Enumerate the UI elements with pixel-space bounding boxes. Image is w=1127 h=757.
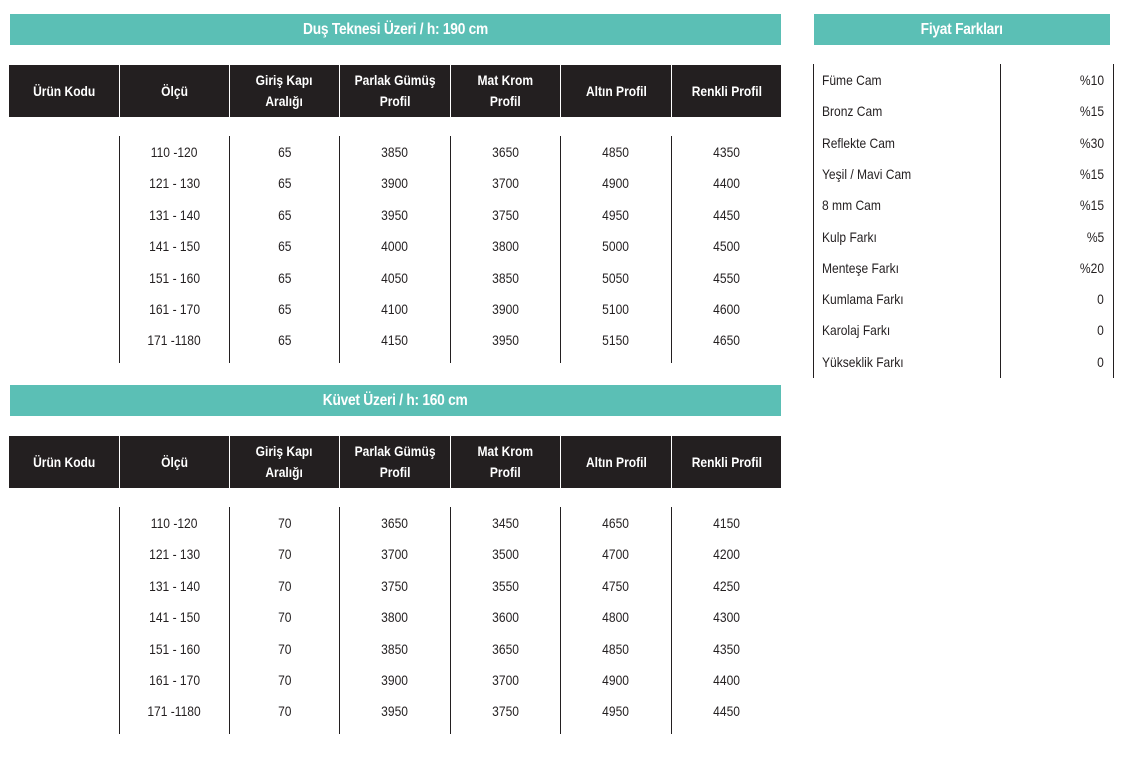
column-size: [119, 507, 229, 734]
cell-value: 3900: [381, 671, 409, 688]
column-size: [119, 136, 229, 363]
price-difference-row: [814, 197, 1113, 217]
table-cell: [561, 237, 671, 268]
cell-value: 4050: [381, 269, 409, 286]
column-matte-chrome-profile: [450, 136, 560, 363]
cell-value: 4100: [381, 300, 409, 317]
table-cell: [340, 702, 450, 733]
table-cell: [120, 206, 229, 237]
price-differences-title-text: Fiyat Farkları: [920, 20, 1004, 38]
table-cell: [561, 702, 671, 733]
column-header-colored-profile: [671, 436, 781, 488]
column-header-matte-chrome-profile: [450, 436, 560, 488]
table-cell: [561, 577, 671, 608]
cell-value: 3650: [492, 144, 519, 160]
table-cell: [230, 206, 339, 237]
column-header-colored-profile: [671, 65, 781, 117]
table-cell: [340, 577, 450, 608]
table-body: [9, 507, 781, 734]
table-cell: [9, 143, 119, 174]
table-cell: [120, 608, 229, 639]
column-header-size: [119, 65, 229, 117]
cell-value: 3500: [492, 546, 519, 563]
column-header-label: Renkli Profil: [691, 453, 762, 470]
column-glossy-silver-profile: [339, 136, 450, 363]
table-cell: [9, 331, 119, 362]
table-cell: [230, 331, 339, 362]
price-difference-row: [814, 229, 1113, 249]
table-cell: [120, 300, 229, 331]
table-cell: [451, 608, 560, 639]
column-header-label: Mat Krom Profil: [477, 72, 534, 109]
table-cell: [120, 331, 229, 362]
cell-value: 4400: [713, 671, 740, 688]
cell-value: 4450: [713, 206, 740, 223]
price-difference-name: Füme Cam: [822, 72, 882, 88]
price-difference-value: 0: [1097, 322, 1104, 339]
cell-value: 70: [277, 515, 292, 531]
column-header-label: Renkli Profil: [691, 82, 762, 99]
price-table-shower-tray: [9, 65, 781, 363]
column-header-label: Mat Krom Profil: [477, 443, 534, 480]
cell-value: 4150: [381, 332, 409, 349]
table-cell: [672, 671, 781, 702]
price-difference-row: [814, 354, 1113, 374]
table-cell: [120, 174, 229, 205]
cell-value: 3750: [492, 206, 519, 223]
price-difference-name: Yükseklik Farkı: [822, 353, 904, 370]
table-cell: [340, 331, 450, 362]
table-cell: [9, 174, 119, 205]
table-cell: [9, 514, 119, 545]
column-door-gap: [229, 136, 339, 363]
cell-value: 4900: [602, 175, 630, 192]
table-cell: [230, 269, 339, 300]
table-cell: [340, 237, 450, 268]
price-difference-name: Reflekte Cam: [822, 134, 895, 151]
cell-value: 4950: [602, 206, 630, 223]
table-cell: [451, 300, 560, 331]
table-cell: [451, 514, 560, 545]
price-differences-list: [813, 64, 1114, 378]
table-cell: [451, 577, 560, 608]
table-cell: [672, 545, 781, 576]
table-cell: [120, 640, 229, 671]
table-cell: [340, 269, 450, 300]
cell-value: 4550: [713, 269, 740, 286]
column-header-gold-profile: [560, 65, 671, 117]
table-cell: [230, 174, 339, 205]
cell-value: 3850: [381, 144, 409, 160]
table-cell: [672, 608, 781, 639]
section-title-shower-tray-text: Duş Teknesi Üzeri / h: 190 cm: [303, 20, 488, 38]
cell-value: 5100: [602, 300, 630, 317]
cell-value: 4600: [713, 300, 740, 317]
price-difference-name: Karolaj Farkı: [822, 322, 891, 339]
table-cell: [230, 671, 339, 702]
cell-value: 4250: [713, 577, 740, 594]
cell-value: 110 -120: [151, 144, 198, 160]
table-cell: [120, 514, 229, 545]
table-cell: [9, 608, 119, 639]
table-cell: [9, 640, 119, 671]
table-cell: [9, 206, 119, 237]
cell-value: 3850: [492, 269, 519, 286]
table-cell: [561, 206, 671, 237]
cell-value: 3800: [381, 609, 409, 626]
table-cell: [672, 514, 781, 545]
table-cell: [120, 545, 229, 576]
column-header-label: Ölçü: [161, 453, 188, 470]
table-cell: [451, 545, 560, 576]
table-cell: [340, 174, 450, 205]
table-body: [9, 136, 781, 363]
column-header-label: Giriş Kapı Aralığı: [256, 443, 313, 480]
cell-value: 3450: [492, 515, 519, 531]
table-cell: [672, 640, 781, 671]
price-difference-value: %15: [1079, 103, 1104, 120]
column-header-label: Giriş Kapı Aralığı: [256, 72, 313, 109]
column-header-product-code: [9, 65, 119, 117]
table-cell: [340, 206, 450, 237]
table-cell: [672, 331, 781, 362]
table-cell: [9, 577, 119, 608]
table-cell: [120, 143, 229, 174]
table-cell: [561, 331, 671, 362]
table-cell: [340, 545, 450, 576]
cell-value: 3600: [492, 609, 519, 626]
section-title-shower-tray: [10, 14, 781, 45]
table-cell: [561, 143, 671, 174]
cell-value: 65: [277, 269, 292, 286]
cell-value: 4900: [602, 671, 630, 688]
table-cell: [230, 640, 339, 671]
cell-value: 3700: [492, 175, 519, 192]
table-cell: [120, 269, 229, 300]
price-difference-name: Kumlama Farkı: [822, 291, 904, 308]
price-difference-row: [814, 291, 1113, 311]
column-product-code: [9, 507, 119, 734]
cell-value: 121 - 130: [149, 546, 200, 563]
cell-value: 3650: [492, 640, 519, 657]
cell-value: 4350: [713, 144, 740, 160]
table-header: [9, 436, 781, 488]
table-cell: [340, 608, 450, 639]
price-difference-value: 0: [1097, 353, 1104, 370]
table-cell: [451, 174, 560, 205]
cell-value: 4850: [602, 144, 630, 160]
cell-value: 4500: [713, 238, 740, 255]
column-header-label: Ürün Kodu: [32, 82, 96, 99]
column-colored-profile: [671, 507, 781, 734]
column-colored-profile: [671, 136, 781, 363]
price-difference-row: [814, 72, 1113, 92]
cell-value: 4750: [602, 577, 630, 594]
cell-value: 4650: [602, 515, 630, 531]
cell-value: 131 - 140: [149, 206, 200, 223]
price-table-bathtub: [9, 436, 781, 734]
cell-value: 3950: [381, 703, 409, 720]
price-difference-value: 0: [1097, 291, 1104, 308]
cell-value: 3750: [381, 577, 409, 594]
table-cell: [561, 608, 671, 639]
cell-value: 161 - 170: [149, 300, 200, 317]
table-cell: [230, 702, 339, 733]
table-cell: [672, 577, 781, 608]
table-cell: [120, 702, 229, 733]
column-header-product-code: [9, 436, 119, 488]
table-cell: [9, 545, 119, 576]
cell-value: 4450: [713, 703, 740, 720]
column-glossy-silver-profile: [339, 507, 450, 734]
section-title-bathtub-text: Küvet Üzeri / h: 160 cm: [323, 391, 468, 409]
table-cell: [672, 702, 781, 733]
table-cell: [230, 300, 339, 331]
price-difference-value: %15: [1079, 197, 1104, 214]
cell-value: 3550: [492, 577, 519, 594]
cell-value: 4000: [381, 238, 409, 255]
cell-value: 3850: [381, 640, 409, 657]
table-cell: [340, 514, 450, 545]
column-header-matte-chrome-profile: [450, 65, 560, 117]
cell-value: 3800: [492, 238, 519, 255]
column-header-label: Ürün Kodu: [32, 453, 96, 470]
cell-value: 171 -1180: [147, 703, 202, 720]
table-cell: [561, 671, 671, 702]
cell-value: 3650: [381, 515, 409, 531]
table-cell: [230, 237, 339, 268]
table-header: [9, 65, 781, 117]
column-gold-profile: [560, 136, 671, 363]
cell-value: 70: [277, 577, 292, 594]
table-cell: [451, 143, 560, 174]
column-product-code: [9, 136, 119, 363]
price-difference-row: [814, 135, 1113, 155]
column-header-label: Altın Profil: [585, 82, 647, 99]
price-difference-value: %10: [1079, 72, 1104, 88]
cell-value: 4400: [713, 175, 740, 192]
table-cell: [561, 640, 671, 671]
cell-value: 4300: [713, 609, 740, 626]
cell-value: 65: [277, 144, 292, 160]
table-cell: [561, 545, 671, 576]
table-cell: [672, 269, 781, 300]
table-cell: [9, 702, 119, 733]
table-cell: [340, 671, 450, 702]
cell-value: 3950: [492, 332, 519, 349]
cell-value: 5050: [602, 269, 630, 286]
cell-value: 4650: [713, 332, 740, 349]
cell-value: 70: [277, 671, 292, 688]
price-difference-name: Menteşe Farkı: [822, 259, 899, 276]
table-cell: [9, 671, 119, 702]
cell-value: 121 - 130: [149, 175, 200, 192]
cell-value: 70: [277, 546, 292, 563]
table-cell: [672, 300, 781, 331]
column-header-door-gap: [229, 436, 339, 488]
table-cell: [451, 237, 560, 268]
price-difference-name: Bronz Cam: [822, 103, 883, 120]
table-cell: [9, 237, 119, 268]
column-header-size: [119, 436, 229, 488]
column-header-label: Parlak Gümüş Profil: [354, 443, 436, 480]
cell-value: 151 - 160: [149, 640, 200, 657]
column-header-label: Ölçü: [161, 82, 188, 99]
table-cell: [230, 545, 339, 576]
table-cell: [340, 640, 450, 671]
table-cell: [672, 237, 781, 268]
cell-value: 65: [277, 206, 292, 223]
table-cell: [340, 300, 450, 331]
column-header-door-gap: [229, 65, 339, 117]
cell-value: 151 - 160: [149, 269, 200, 286]
table-cell: [451, 269, 560, 300]
cell-value: 70: [277, 640, 292, 657]
price-differences-title: [814, 14, 1110, 45]
table-cell: [672, 206, 781, 237]
cell-value: 70: [277, 703, 292, 720]
column-header-label: Parlak Gümüş Profil: [354, 72, 436, 109]
cell-value: 4150: [713, 515, 740, 531]
table-cell: [120, 671, 229, 702]
table-cell: [9, 269, 119, 300]
table-cell: [451, 640, 560, 671]
table-cell: [230, 514, 339, 545]
cell-value: 65: [277, 175, 292, 192]
table-cell: [451, 702, 560, 733]
cell-value: 3950: [381, 206, 409, 223]
price-difference-value: %30: [1079, 134, 1104, 151]
cell-value: 171 -1180: [147, 332, 202, 349]
cell-value: 110 -120: [151, 515, 198, 531]
table-cell: [451, 331, 560, 362]
column-header-glossy-silver-profile: [339, 65, 450, 117]
table-cell: [120, 577, 229, 608]
cell-value: 65: [277, 300, 292, 317]
cell-value: 5000: [602, 238, 630, 255]
cell-value: 4350: [713, 640, 740, 657]
cell-value: 141 - 150: [149, 238, 200, 255]
cell-value: 65: [277, 238, 292, 255]
column-header-label: Altın Profil: [585, 453, 647, 470]
cell-value: 4950: [602, 703, 630, 720]
table-cell: [561, 300, 671, 331]
table-cell: [9, 300, 119, 331]
price-difference-value: %20: [1079, 259, 1104, 276]
column-matte-chrome-profile: [450, 507, 560, 734]
cell-value: 3900: [381, 175, 409, 192]
cell-value: 4850: [602, 640, 630, 657]
price-difference-row: [814, 166, 1113, 186]
cell-value: 4800: [602, 609, 630, 626]
cell-value: 3700: [381, 546, 409, 563]
column-header-glossy-silver-profile: [339, 436, 450, 488]
table-cell: [120, 237, 229, 268]
price-difference-row: [814, 322, 1113, 342]
price-difference-row: [814, 103, 1113, 123]
cell-value: 141 - 150: [149, 609, 200, 626]
column-header-gold-profile: [560, 436, 671, 488]
table-cell: [561, 514, 671, 545]
table-cell: [561, 269, 671, 300]
cell-value: 161 - 170: [149, 671, 200, 688]
table-cell: [230, 608, 339, 639]
table-cell: [672, 143, 781, 174]
cell-value: 4200: [713, 546, 740, 563]
cell-value: 4700: [602, 546, 630, 563]
cell-value: 70: [277, 609, 292, 626]
cell-value: 131 - 140: [149, 577, 200, 594]
table-cell: [340, 143, 450, 174]
table-cell: [230, 577, 339, 608]
table-cell: [672, 174, 781, 205]
column-door-gap: [229, 507, 339, 734]
table-cell: [561, 174, 671, 205]
price-difference-row: [814, 260, 1113, 280]
column-gold-profile: [560, 507, 671, 734]
price-difference-name: Yeşil / Mavi Cam: [822, 165, 912, 182]
price-difference-value: %15: [1079, 165, 1104, 182]
price-difference-value: %5: [1086, 228, 1104, 245]
section-title-bathtub: [10, 385, 781, 416]
price-difference-name: 8 mm Cam: [822, 197, 881, 214]
table-cell: [451, 671, 560, 702]
cell-value: 3700: [492, 671, 519, 688]
table-cell: [451, 206, 560, 237]
price-difference-name: Kulp Farkı: [822, 228, 877, 245]
cell-value: 65: [277, 332, 292, 349]
cell-value: 3900: [492, 300, 519, 317]
cell-value: 5150: [602, 332, 630, 349]
cell-value: 3750: [492, 703, 519, 720]
table-cell: [230, 143, 339, 174]
